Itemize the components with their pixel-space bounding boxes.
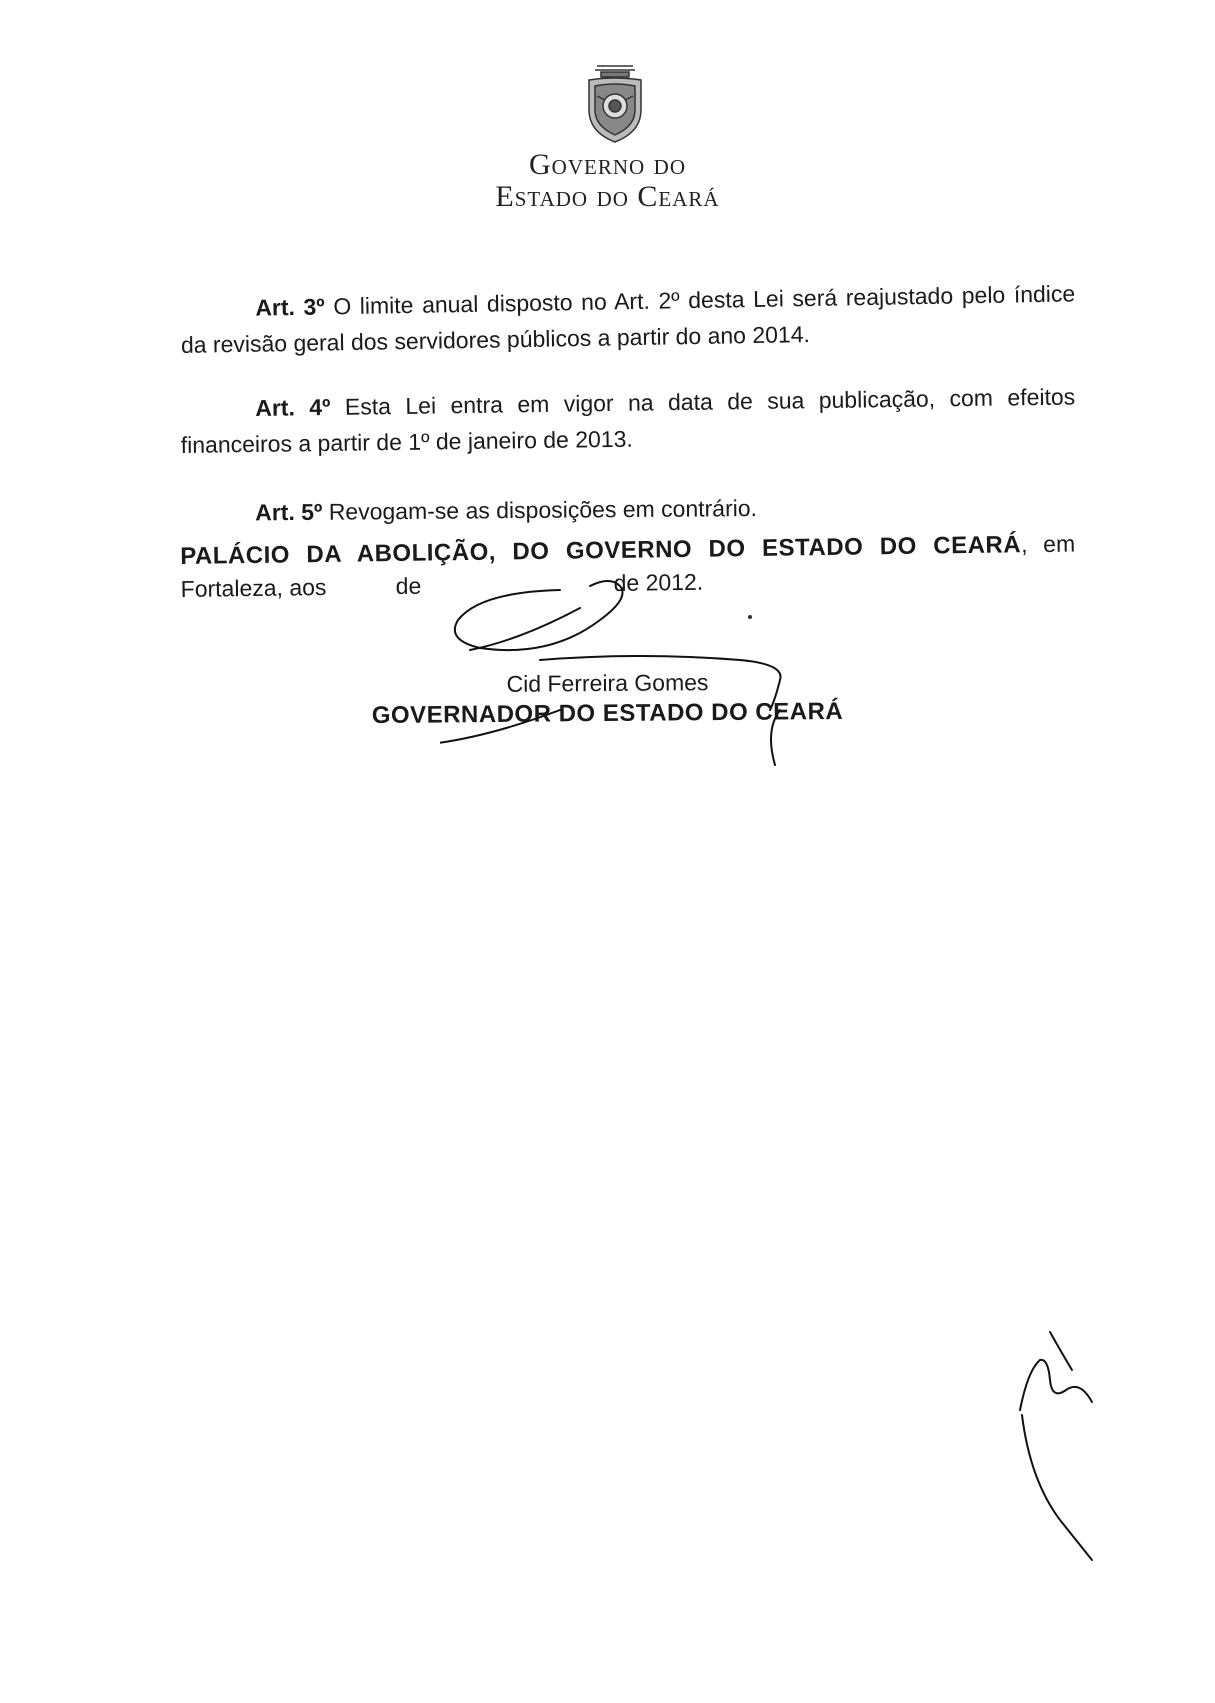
- ink-dot: [748, 615, 752, 619]
- year-text: de 2012.: [613, 568, 704, 596]
- state-coat-of-arms-icon: [575, 60, 655, 145]
- header-government: Governo do: [529, 148, 686, 181]
- handwritten-initials-icon: [1010, 1330, 1120, 1570]
- article-4-text: Esta Lei entra em vigor na data de sua publicação, com efeitos financeiros a partir de 1º de janeiro de 2013.: [180, 383, 1076, 458]
- article-3-label: Art. 3º: [255, 293, 325, 321]
- place-text: Fortaleza, aos: [180, 573, 327, 602]
- article-4-label: Art. 4º: [255, 393, 331, 421]
- article-5: [180, 487, 1075, 531]
- article-4: [180, 379, 1076, 463]
- article-3-text: O limite anual disposto no Art. 2º desta Lei será reajustado pelo índice da revisão geral dos servidores públicos a partir do ano 2014.: [180, 280, 1076, 358]
- palace-name: PALÁCIO DA ABOLIÇÃO, DO GOVERNO DO ESTADO DO CEARÁ: [180, 531, 1022, 570]
- de-text: de: [395, 572, 422, 599]
- signer-title: GOVERNADOR DO ESTADO DO CEARÁ: [371, 697, 844, 730]
- article-5-text: Revogam-se as disposições em contrário.: [322, 494, 758, 525]
- article-5-label: Art. 5º: [255, 498, 323, 526]
- handwritten-signature-icon: [440, 580, 880, 770]
- article-3: [180, 275, 1076, 363]
- closing-em: , em: [1020, 530, 1076, 558]
- signer-name: Cid Ferreira Gomes: [506, 669, 709, 697]
- header-state: Estado do Ceará: [495, 180, 720, 213]
